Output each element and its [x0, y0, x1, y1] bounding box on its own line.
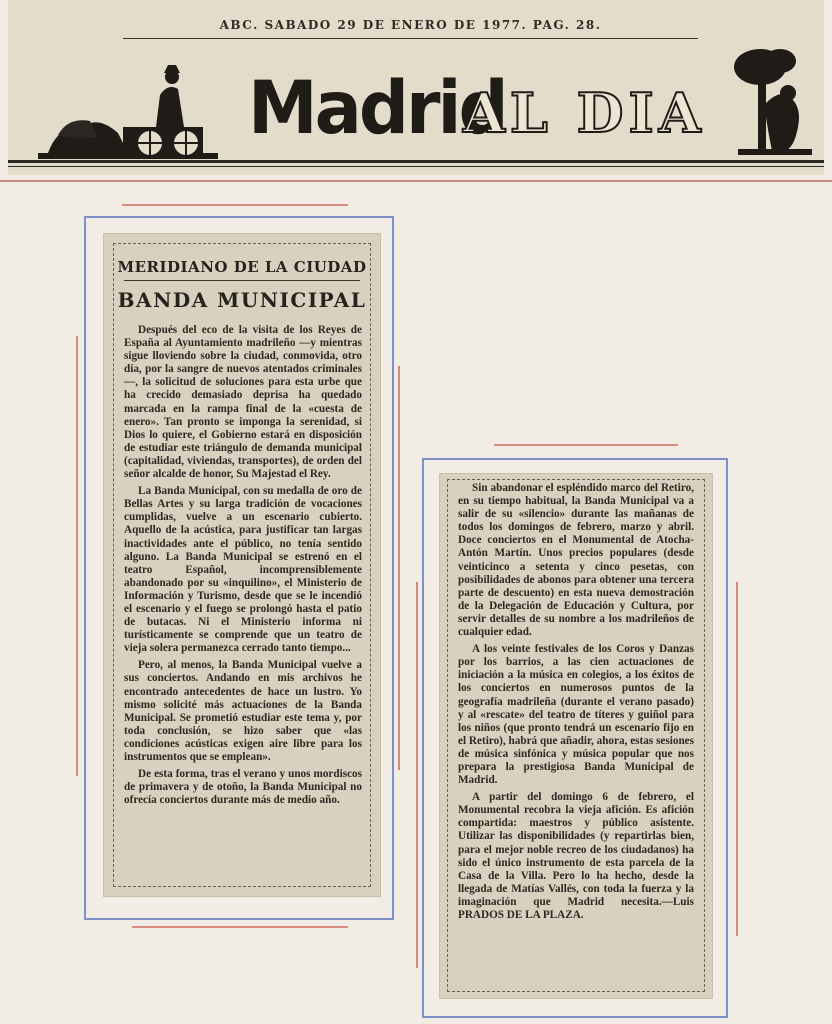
left-clipping — [104, 234, 380, 896]
kicker-rule — [124, 280, 360, 281]
right-clipping — [440, 474, 712, 998]
paragraph: Pero, al menos, la Banda Municipal vuelve a sus conciertos. Andando en mis archivos he encontrado antecedentes de hace un lustro. Yo mismo solicité más actuaciones de la Banda Municipal. Se prometió estudiar este tema y, por toda conclusión, se hizo saber que «las condiciones acústicas exigen aire libre para los instrumentos que se emplean». — [124, 659, 362, 763]
decorative-red-line — [416, 582, 418, 968]
decorative-red-line — [736, 582, 738, 936]
paragraph: La Banda Municipal, con su medalla de oro de Bellas Artes y su larga tradición de vocaciones cumplidas, vuelve a un escenario cubierto. Aquello de la acústica, para justificar tan largas inactividades ante el público, no tenía sentido alguno. La Banda Municipal se estrenó en el teatro Español, incomprensiblemente abandonado por su «inquilino», el Ministerio de Información y Turismo, desde que se le incendió el escenario y el fuego se prolongó hasta el patio de butacas. Ni el Ministerio informa ni turísticamente se comprende que un teatro de vieja solera permanezca cerrado tanto tiempo... — [124, 485, 362, 655]
decorative-red-line — [132, 926, 348, 928]
dateline: ABC. SABADO 29 DE ENERO DE 1977. PAG. 28. — [219, 18, 602, 32]
article-headline: BANDA MUNICIPAL — [117, 288, 367, 312]
paragraph: A los veinte festivales de los Coros y Danzas por los barrios, a las cien actuaciones de iniciación a la música en colegios, a los éxitos de los conciertos en numerosos puntos de la geografía madrileña (durante el verano pasado) y al «rescate» del teatro de títeres y guiñol para los niños (que pronto tendrá un escenario fijo en el Retiro), habrá que añadir, ahora, estas sesiones de música sinfónica y música popular que nos prepara la prestigiosa Banda Municipal de Madrid. — [458, 643, 694, 787]
masthead-al-dia: AL DIA — [463, 81, 706, 145]
decorative-red-line — [122, 204, 348, 206]
masthead-madrid: Madrid — [248, 64, 506, 152]
decorative-red-line — [494, 444, 678, 446]
newspaper-header — [8, 0, 824, 175]
paragraph: De esta forma, tras el verano y unos mordiscos de primavera y de otoño, la Banda Municipal no ofrecía conciertos durante más de medio año. — [124, 768, 362, 807]
article-kicker: MERIDIANO DE LA CIUDAD — [117, 258, 367, 276]
header-rule-thin — [8, 166, 824, 167]
bear-and-strawberry-tree-icon — [728, 45, 818, 160]
paragraph: Después del eco de la visita de los Reyes de España al Ayuntamiento madrileño —y mientras sigue lloviendo sobre la ciudad, conmovida, otro día, por la sangre de nuevos atentados criminales—, la solicitud de soluciones para esta urbe que ha crecido demasiado deprisa ha quedado marcada en la rampa final de la «cuesta de enero». Tan pronto se imponga la serenidad, si Dios lo quiere, el Gobierno estará en disposición de estudiar este triángulo de demanda municipal (capitalidad, viviendas, transportes), de orden del señor alcalde de honor, Su Majestad el Rey. — [124, 324, 362, 481]
header-rule — [8, 160, 824, 163]
paragraph: A partir del domingo 6 de febrero, el Monumental recobra la vieja afición. Es afición compartida: maestros y público asistente. Utilizar las disponibilidades (y repartirlas bien, para el mejor noble recreo de los ciudadanos) ha sido el único instrumento de esta parcela de la Casa de la Villa. Pero lo ha hecho, desde la llegada de Matías Vallés, con toda la fuerza y la imaginación que Madrid necesita.—Luis PRADOS DE LA PLAZA. — [458, 791, 694, 921]
cibeles-fountain-icon — [38, 55, 218, 165]
paragraph: Sin abandonar el espléndido marco del Retiro, en su tiempo habitual, la Banda Municipal va a salir de su «silencio» durante las mañanas de todos los domingos de febrero, marzo y abril. Doce conciertos en el Monumental de Atocha-Antón Martín. Unos precios populares (desde veinticinco a setenta y cinco pesetas, con posibilidades de abonos para obtener una tercera parte de descuento) en esta nueva demostración de la Delegación de Educación y Cultura, por servir detalles de su nombre a los madrileños de cualquier edad. — [458, 482, 694, 639]
article-left-body — [124, 324, 362, 811]
dateline-rule — [123, 38, 698, 39]
decorative-red-line — [398, 366, 400, 770]
red-divider-line — [0, 180, 832, 182]
decorative-red-line — [76, 336, 78, 776]
article-right-body — [458, 482, 694, 926]
